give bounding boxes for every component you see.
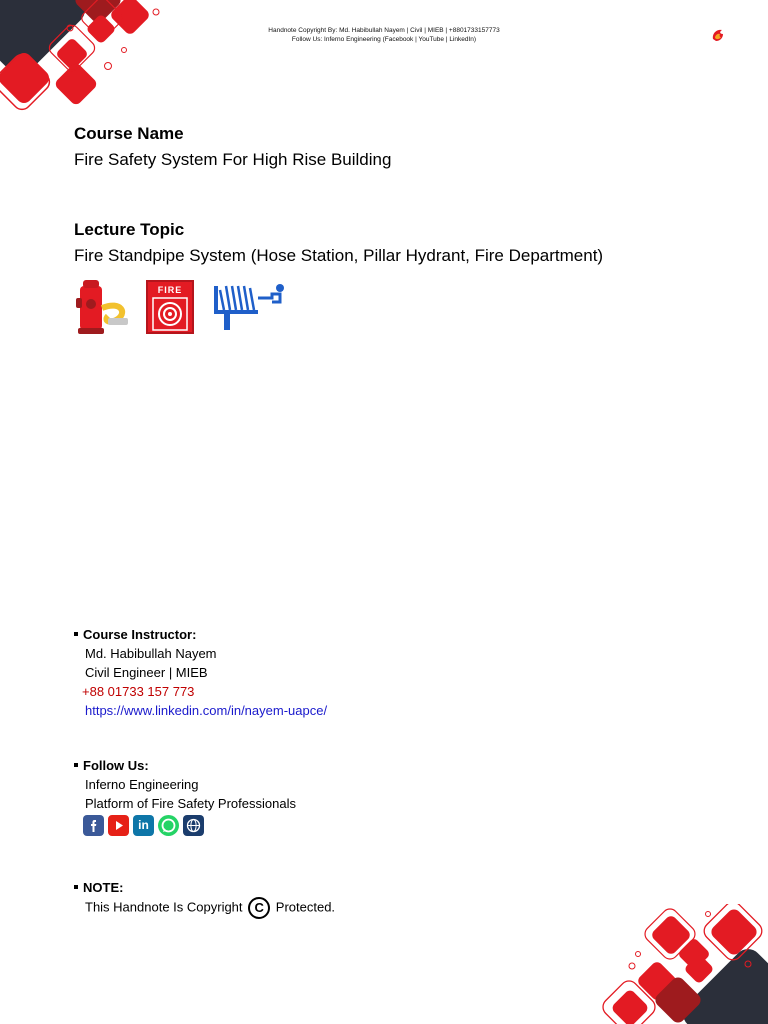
lecture-topic-value: Fire Standpipe System (Hose Station, Pillar Hydrant, Fire Department) — [74, 246, 604, 265]
note-text-before: This Handnote Is Copyright — [85, 899, 243, 915]
instructor-name: Md. Habibullah Nayem — [85, 646, 217, 661]
fire-hose-cabinet-icon — [146, 280, 194, 334]
topic-icons — [74, 280, 294, 336]
youtube-icon[interactable] — [108, 815, 129, 836]
instructor-title: Civil Engineer | MIEB — [85, 665, 208, 680]
instructor-heading — [74, 627, 196, 642]
follow-name: Inferno Engineering — [85, 777, 199, 792]
whatsapp-icon[interactable] — [158, 815, 179, 836]
social-links — [83, 815, 208, 837]
fire-hydrant-icon — [74, 280, 132, 336]
header-copyright-line: Handnote Copyright By: Md. Habibullah Nayem | Civil | MIEB | +8801733157773 — [268, 27, 500, 34]
instructor-linkedin-link[interactable]: https://www.linkedin.com/in/nayem-uapce/ — [85, 703, 328, 718]
header-follow-line: Follow Us: Inferno Engineering (Facebook | YouTube | LinkedIn) — [291, 36, 477, 43]
follow-heading — [74, 758, 149, 773]
bullet-icon — [74, 632, 78, 636]
instructor-phone[interactable]: +88 01733 157 773 — [82, 684, 195, 699]
follow-tagline: Platform of Fire Safety Professionals — [85, 796, 296, 811]
linkedin-icon[interactable]: in — [133, 815, 154, 836]
bullet-icon — [74, 885, 78, 889]
note-heading-text: NOTE: — [83, 880, 124, 895]
note-text-after: Protected. — [275, 899, 336, 915]
bottom-right-decoration — [598, 904, 768, 1024]
follow-heading-text: Follow Us: — [83, 758, 149, 773]
fire-box-label: FIRE — [157, 285, 183, 295]
copyright-icon: C — [248, 897, 270, 919]
hose-reel-icon — [212, 280, 286, 336]
course-name-label: Course Name — [74, 124, 184, 143]
note-text — [85, 897, 335, 919]
inferno-logo-icon — [708, 25, 728, 45]
website-icon[interactable] — [183, 815, 204, 836]
instructor-heading-text: Course Instructor: — [83, 627, 197, 642]
bullet-icon — [74, 763, 78, 767]
top-left-decoration — [0, 0, 170, 120]
course-name-value: Fire Safety System For High Rise Building — [74, 150, 392, 169]
note-heading — [74, 880, 123, 895]
facebook-icon[interactable] — [83, 815, 104, 836]
lecture-topic-label: Lecture Topic — [74, 220, 185, 239]
